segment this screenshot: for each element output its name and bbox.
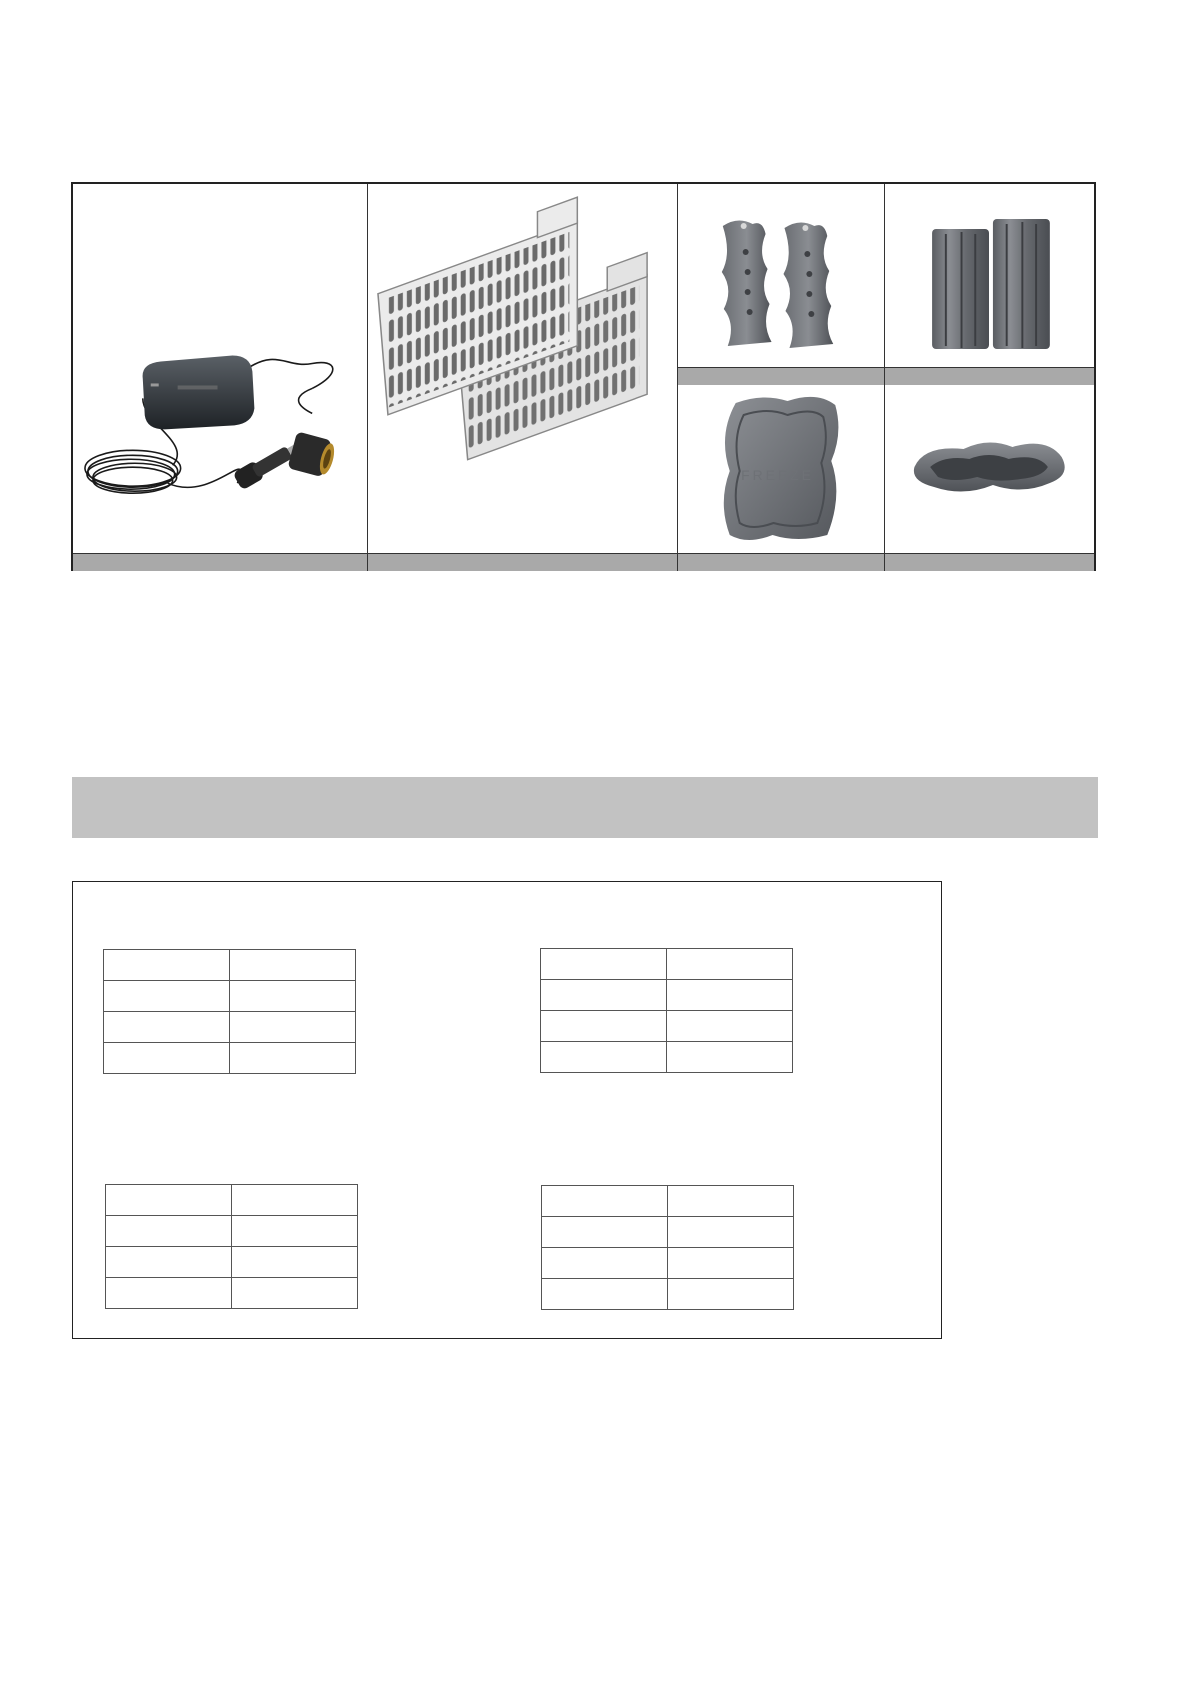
table-cell <box>106 1247 232 1278</box>
table-row <box>542 1279 794 1310</box>
spec-table-1 <box>103 949 356 1074</box>
ice-pack-1-caption <box>678 367 885 385</box>
table-row <box>541 949 793 980</box>
oval-ice-tray-icon <box>885 385 1094 553</box>
table-row <box>104 981 356 1012</box>
ice-pack-1-cell <box>678 184 885 367</box>
ice-pack-3-caption <box>678 553 885 571</box>
table-row <box>542 1248 794 1279</box>
table-cell <box>541 949 667 980</box>
table-row <box>104 1012 356 1043</box>
table-cell <box>104 950 230 981</box>
car-adapter-caption <box>73 553 368 571</box>
ribbed-ice-pack-icon <box>885 184 1094 367</box>
ice-pack-4-cell <box>885 385 1094 553</box>
flat-ice-pack-icon <box>678 385 884 553</box>
ice-pack-4-caption <box>885 553 1094 571</box>
table-cell <box>668 1279 794 1310</box>
table-cell <box>542 1248 668 1279</box>
car-adapter-cell <box>73 184 368 553</box>
table-cell <box>232 1278 358 1309</box>
table-row <box>541 980 793 1011</box>
section-title <box>72 797 84 817</box>
table-cell <box>667 980 793 1011</box>
table-row <box>541 1042 793 1073</box>
table-cell <box>667 1011 793 1042</box>
table-cell <box>541 980 667 1011</box>
separator-grid-icon <box>368 184 677 553</box>
ice-pack-2-cell <box>885 184 1094 367</box>
table-row <box>106 1216 358 1247</box>
table-cell <box>230 1043 356 1074</box>
table-cell <box>541 1042 667 1073</box>
table-row <box>106 1247 358 1278</box>
table-cell <box>230 950 356 981</box>
table-row <box>104 950 356 981</box>
table-row <box>106 1278 358 1309</box>
table-cell <box>232 1185 358 1216</box>
table-cell <box>232 1247 358 1278</box>
table-cell <box>230 1012 356 1043</box>
ice-pack-3-cell <box>678 385 885 553</box>
table-cell <box>667 949 793 980</box>
table-row <box>542 1217 794 1248</box>
table-cell <box>667 1042 793 1073</box>
table-cell <box>541 1011 667 1042</box>
table-cell <box>668 1217 794 1248</box>
table-cell <box>668 1248 794 1279</box>
table-cell <box>232 1216 358 1247</box>
section-banner <box>72 777 1098 838</box>
spec-table-3 <box>105 1184 358 1309</box>
spec-panel <box>72 881 942 1339</box>
table-cell <box>542 1279 668 1310</box>
table-row <box>104 1043 356 1074</box>
accessories-grid <box>71 182 1096 571</box>
table-cell <box>230 981 356 1012</box>
ice-pack-2-caption <box>885 367 1094 385</box>
table-row <box>541 1011 793 1042</box>
table-cell <box>668 1186 794 1217</box>
wavy-ice-pack-icon <box>678 184 884 367</box>
spec-table-4 <box>541 1185 794 1310</box>
table-cell <box>106 1278 232 1309</box>
spec-table-2 <box>540 948 793 1073</box>
table-cell <box>106 1185 232 1216</box>
separator-grid-caption <box>368 553 678 571</box>
table-cell <box>104 1012 230 1043</box>
car-power-adapter-icon <box>73 184 367 553</box>
separator-grid-cell <box>368 184 678 553</box>
table-cell <box>104 981 230 1012</box>
table-cell <box>106 1216 232 1247</box>
table-row <box>106 1185 358 1216</box>
ice-pack-brand-mark: FREEZE <box>741 466 814 484</box>
table-cell <box>104 1043 230 1074</box>
table-cell <box>542 1186 668 1217</box>
table-row <box>542 1186 794 1217</box>
table-cell <box>542 1217 668 1248</box>
